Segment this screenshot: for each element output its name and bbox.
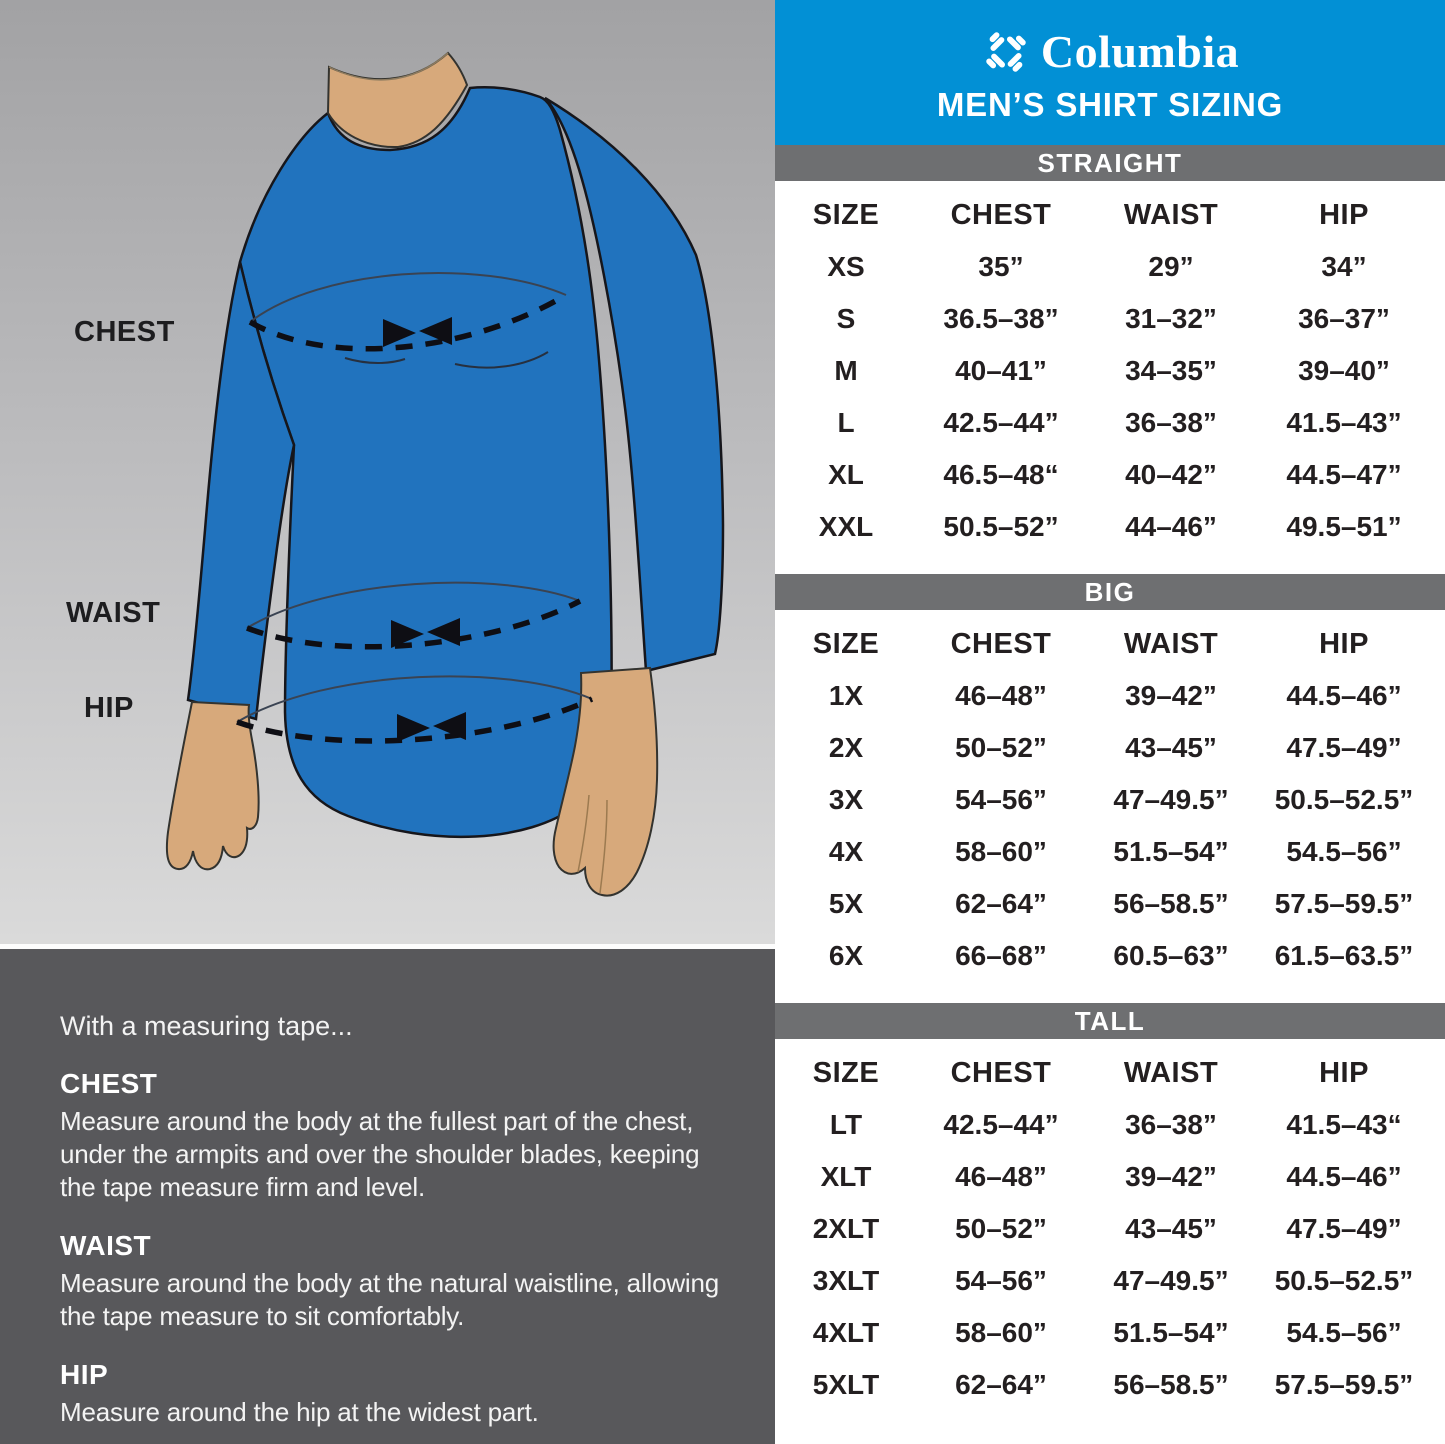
table-row [775,1203,1431,1255]
table-cell: 58–60” [955,836,1047,867]
columbia-logo-icon [981,29,1031,75]
table-cell: 39–40” [1298,355,1390,386]
table-cell: 36–38” [1125,407,1217,438]
table-cell: 50.5–52.5” [1274,784,1414,815]
table-cell: 47–49.5” [1113,784,1229,815]
sizing-tables-panel [775,0,1445,1444]
big-section [775,574,1445,1003]
table-cell: 62–64” [955,888,1047,919]
table-cell: 34–35” [1125,355,1217,386]
table-cell: 6X [828,940,864,971]
table-row [775,1307,1431,1359]
table-cell: 51.5–54” [1113,1317,1229,1348]
table-cell: 36–37” [1298,303,1390,334]
table-cell: 29” [1148,251,1194,282]
table-cell: 39–42” [1125,680,1217,711]
table-cell: 46–48” [955,680,1047,711]
tall-section-header: TALL [775,1003,1445,1039]
brand-header [775,0,1445,145]
guide-hip-heading: HIP [60,1359,109,1390]
table-cell: 40–41” [955,355,1047,386]
tall-size-table [775,1039,1445,1432]
table-cell: 3X [828,784,864,815]
table-row [775,293,1431,345]
table-cell: 58–60” [955,1317,1047,1348]
table-cell: HIP [1319,1056,1369,1089]
table-cell: 47.5–49” [1286,1213,1402,1244]
big-section-header: BIG [775,574,1445,610]
table-cell: 44.5–46” [1286,1161,1402,1192]
table-cell: CHEST [950,627,1052,660]
table-cell: 50.5–52” [943,511,1059,542]
table-cell: WAIST [1123,198,1219,231]
table-row [775,670,1431,722]
table-cell: SIZE [812,1056,880,1089]
table-cell: 56–58.5” [1113,1369,1229,1400]
table-cell: S [836,303,856,334]
table-cell: 62–64” [955,1369,1047,1400]
table-cell: 5XLT [812,1369,880,1400]
table-cell: WAIST [1123,627,1219,660]
table-cell: 41.5–43“ [1286,1109,1402,1140]
table-cell: 1X [828,680,864,711]
table-row [775,241,1431,293]
table-cell: 56–58.5” [1113,888,1229,919]
guide-chest-body: Measure around the body at the fullest part of the chest, under the armpits and over the shoulder blades, keeping the tape measure firm and level. [60,1106,700,1202]
table-row [775,1099,1431,1151]
table-cell: M [834,355,858,386]
table-row [775,397,1431,449]
table-row [775,1359,1431,1411]
table-cell: 36.5–38” [943,303,1059,334]
table-cell: 3XLT [812,1265,880,1296]
table-row [775,722,1431,774]
table-cell: 54.5–56” [1286,836,1402,867]
table-cell: 49.5–51” [1286,511,1402,542]
table-cell: XXL [818,511,874,542]
table-cell: LT [829,1109,863,1140]
table-cell: 44–46” [1125,511,1217,542]
table-cell: 34” [1321,251,1367,282]
table-cell: SIZE [812,627,880,660]
big-size-table [775,610,1445,1003]
table-cell: XL [828,459,864,490]
table-row [775,1255,1431,1307]
table-cell: 2XLT [812,1213,880,1244]
brand-wordmark: Columbia [1040,26,1240,77]
straight-section-header: STRAIGHT [775,145,1445,181]
table-cell: 47.5–49” [1286,732,1402,763]
table-row [775,878,1431,930]
table-cell: 43–45” [1125,732,1217,763]
table-row [775,826,1431,878]
table-cell: 54–56” [955,784,1047,815]
waist-measure-label: WAIST [66,597,161,629]
table-cell: 50–52” [955,732,1047,763]
table-header-row [775,618,1431,670]
table-cell: 51.5–54” [1113,836,1229,867]
table-header-row [775,1047,1431,1099]
table-cell: 40–42” [1125,459,1217,490]
table-cell: 66–68” [955,940,1047,971]
hip-measure-label: HIP [84,692,134,724]
table-cell: 46–48” [955,1161,1047,1192]
table-cell: WAIST [1123,1056,1219,1089]
table-cell: 5X [828,888,864,919]
table-cell: 44.5–46” [1286,680,1402,711]
table-cell: 57.5–59.5” [1274,1369,1414,1400]
table-cell: SIZE [812,198,880,231]
table-cell: 42.5–44” [943,1109,1059,1140]
tall-section [775,1003,1445,1432]
table-cell: 41.5–43” [1286,407,1402,438]
table-header-row [775,189,1431,241]
table-cell: 50–52” [955,1213,1047,1244]
table-cell: 2X [828,732,864,763]
table-cell: 36–38” [1125,1109,1217,1140]
table-cell: 54–56” [955,1265,1047,1296]
table-cell: 44.5–47” [1286,459,1402,490]
guide-waist-body: Measure around the body at the natural waistline, allowing the tape measure to sit comfortably. [60,1268,720,1331]
table-cell: L [837,407,855,438]
page-title: MEN’S SHIRT SIZING [936,86,1284,123]
table-cell: 4XLT [812,1317,880,1348]
table-cell: 50.5–52.5” [1274,1265,1414,1296]
table-cell: 42.5–44” [943,407,1059,438]
table-row [775,345,1431,397]
table-row [775,449,1431,501]
table-cell: 61.5–63.5” [1274,940,1414,971]
shirt-figure-graphic [0,0,775,944]
table-cell: 54.5–56” [1286,1317,1402,1348]
table-cell: CHEST [950,1056,1052,1089]
measuring-guide-panel [0,949,775,1444]
chest-measure-label: CHEST [74,316,175,348]
table-cell: CHEST [950,198,1052,231]
guide-chest-heading: CHEST [60,1068,158,1099]
table-cell: 31–32” [1125,303,1217,334]
table-cell: XLT [820,1161,872,1192]
table-cell: XS [827,251,865,282]
table-row [775,501,1431,553]
guide-intro: With a measuring tape... [60,1011,353,1041]
table-cell: 35” [978,251,1024,282]
table-cell: 47–49.5” [1113,1265,1229,1296]
table-cell: 39–42” [1125,1161,1217,1192]
table-row [775,1151,1431,1203]
table-cell: HIP [1319,198,1369,231]
table-cell: 43–45” [1125,1213,1217,1244]
table-row [775,774,1431,826]
table-cell: 60.5–63” [1113,940,1229,971]
straight-size-table [775,181,1445,574]
table-row [775,930,1431,982]
table-cell: 4X [828,836,864,867]
guide-waist-heading: WAIST [60,1230,152,1261]
straight-section [775,145,1445,574]
figure-illustration [0,0,775,944]
table-cell: HIP [1319,627,1369,660]
guide-hip-body: Measure around the hip at the widest part. [60,1397,539,1427]
table-cell: 57.5–59.5” [1274,888,1414,919]
brand-logo-row [981,24,1239,80]
table-cell: 46.5–48“ [943,459,1059,490]
